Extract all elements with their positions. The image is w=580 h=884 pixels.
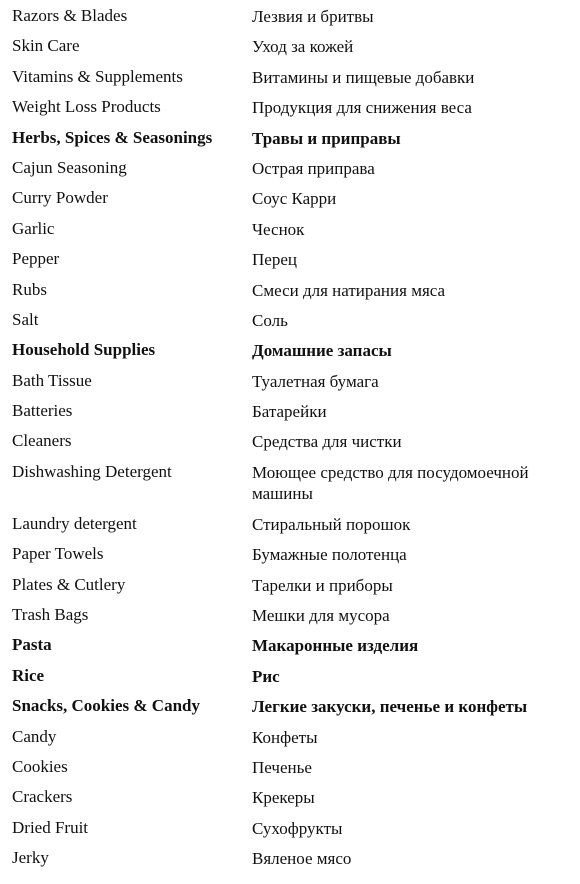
english-term: Candy [12, 726, 57, 746]
table-row [0, 401, 580, 431]
table-row [0, 757, 580, 787]
table-row [0, 371, 580, 401]
english-section-title: Herbs, Spices & Seasonings [12, 127, 213, 147]
section-header-row [0, 635, 580, 665]
russian-term: Тарелки и приборы [252, 575, 393, 595]
english-term: Paper Towels [12, 544, 104, 564]
russian-term: Уход за кожей [252, 37, 354, 57]
english-term: Garlic [12, 218, 55, 238]
russian-term: Моющее средство для посудомоечной машины [252, 462, 529, 503]
russian-term: Мешки для мусора [252, 606, 390, 626]
english-section-title: Household Supplies [12, 340, 156, 360]
table-row [0, 280, 580, 310]
table-row [0, 97, 580, 127]
english-term: Vitamins & Supplements [12, 66, 183, 86]
russian-term: Конфеты [252, 727, 318, 747]
english-term: Jerky [12, 848, 49, 868]
english-term: Bath Tissue [12, 370, 92, 390]
english-term: Razors & Blades [12, 6, 128, 25]
russian-term: Стиральный порошок [252, 514, 411, 534]
section-header-row [0, 340, 580, 370]
english-section-title: Rice [12, 665, 45, 685]
russian-term: Смеси для натирания мяса [252, 280, 446, 300]
table-row [0, 431, 580, 461]
table-row [0, 818, 580, 848]
table-row [0, 727, 580, 757]
english-section-title: Snacks, Cookies & Candy [12, 696, 200, 716]
russian-term: Вяленое мясо [252, 849, 352, 869]
russian-section-title: Рис [252, 666, 280, 686]
table-row [0, 787, 580, 817]
table-row [0, 249, 580, 279]
english-term: Pepper [12, 249, 60, 269]
russian-term: Перец [252, 250, 297, 270]
russian-section-title: Травы и приправы [252, 128, 401, 148]
english-term: Crackers [12, 787, 73, 807]
english-term: Cookies [12, 756, 68, 776]
table-row [0, 219, 580, 249]
russian-term: Чеснок [252, 219, 305, 239]
section-header-row [0, 128, 580, 158]
english-term: Curry Powder [12, 188, 108, 208]
english-term: Plates & Cutlery [12, 574, 126, 594]
english-section-title: Pasta [12, 635, 52, 655]
table-row [0, 310, 580, 340]
table-row [0, 462, 580, 514]
english-term: Trash Bags [12, 605, 89, 625]
russian-term: Средства для чистки [252, 432, 402, 452]
table-row [0, 67, 580, 97]
russian-term: Продукция для снижения веса [252, 98, 472, 118]
english-term: Dried Fruit [12, 817, 89, 837]
russian-term: Крекеры [252, 788, 315, 808]
russian-term: Бумажные полотенца [252, 545, 407, 565]
english-term: Cajun Seasoning [12, 157, 127, 177]
english-term: Batteries [12, 401, 73, 421]
table-row [0, 36, 580, 66]
table-row [0, 158, 580, 188]
english-term: Cleaners [12, 431, 72, 451]
russian-term: Соль [252, 310, 288, 330]
russian-term: Витамины и пищевые добавки [252, 67, 475, 87]
russian-term: Туалетная бумага [252, 371, 379, 391]
english-term: Laundry detergent [12, 513, 137, 533]
russian-term: Лезвия и бритвы [252, 7, 374, 26]
english-term: Weight Loss Products [12, 97, 161, 117]
english-term: Salt [12, 309, 39, 329]
russian-term: Батарейки [252, 402, 327, 422]
translation-table [0, 6, 580, 879]
table-row [0, 605, 580, 635]
english-term: Skin Care [12, 36, 80, 56]
table-row [0, 6, 580, 36]
russian-section-title: Макаронные изделия [252, 636, 419, 656]
table-row [0, 188, 580, 218]
russian-term: Острая приправа [252, 158, 375, 178]
english-term: Dishwashing Detergent [12, 461, 172, 481]
table-row [0, 575, 580, 605]
section-header-row [0, 696, 580, 726]
table-row [0, 848, 580, 878]
russian-section-title: Легкие закуски, печенье и конфеты [252, 697, 528, 717]
russian-term: Печенье [252, 757, 312, 777]
russian-section-title: Домашние запасы [252, 341, 392, 361]
russian-term: Сухофрукты [252, 818, 343, 838]
russian-term: Соус Карри [252, 189, 337, 209]
english-term: Rubs [12, 279, 47, 299]
table-row [0, 514, 580, 544]
section-header-row [0, 666, 580, 696]
table-row [0, 544, 580, 574]
